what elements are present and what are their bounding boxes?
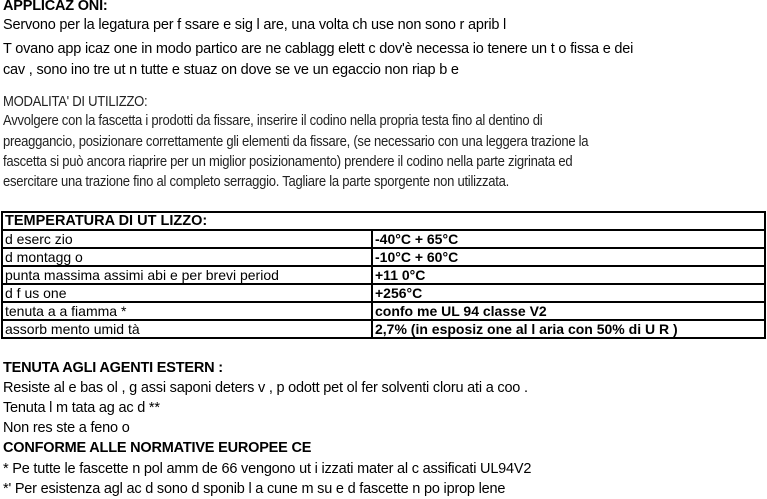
table-row [2, 266, 765, 284]
row-value: 2,7% (in esposiz one al l aria con 50% di U R ) [372, 320, 765, 338]
tenuta-heading: TENUTA AGLI AGENTI ESTERN : [3, 360, 223, 376]
footnote-1: * Pe tutte le fascette n pol amm de 66 vengono ut i izzati mater al c assificati UL94V2 [3, 461, 532, 477]
row-value: +11 0°C [372, 266, 765, 284]
table-header-row [2, 212, 765, 230]
row-value: -10°C + 60°C [372, 248, 765, 266]
table-row [2, 248, 765, 266]
row-label: assorb mento umid tà [2, 320, 372, 338]
modalita-line-1: Avvolgere con la fascetta i prodotti da fissare, inserire il codino nella propria testa fino al dentino di [3, 112, 543, 129]
table-row [2, 284, 765, 302]
row-value: -40°C + 65°C [372, 230, 765, 248]
footnote-2: *' Per esistenza agl ac d sono d sponib l a cune m su e d fascette n po iprop lene [3, 481, 506, 497]
modalita-line-2: preaggancio, posizionare correttamente gli elementi da fissare, (se necessario con una leggera trazione la [3, 133, 589, 150]
row-value: confo me UL 94 classe V2 [372, 302, 765, 320]
modalita-line-4: esercitare una trazione fino al completo serraggio. Tagliare la parte sporgente non utilizzata. [3, 173, 509, 190]
row-label: d f us one [2, 284, 372, 302]
applicazioni-line-1: Servono per la legatura per f ssare e sig l are, una volta ch use non sono r aprib l [3, 17, 507, 33]
modalita-line-3: fascetta si può ancora riaprire per un miglior posizionamento) prendere il codino nella parte zigrinata ed [3, 153, 573, 170]
table-row [2, 302, 765, 320]
modalita-heading: MODALITA' DI UTILIZZO: [3, 93, 148, 110]
row-value: +256°C [372, 284, 765, 302]
conforme-heading: CONFORME ALLE NORMATIVE EUROPEE CE [3, 440, 312, 456]
row-label: d montagg o [2, 248, 372, 266]
table-row [2, 230, 765, 248]
row-label: punta massima assimi abi e per brevi period [2, 266, 372, 284]
applicazioni-heading: APPLICAZ ONI: [3, 0, 108, 14]
applicazioni-line-2: T ovano app icaz one in modo partico are ne cablagg elett c dov'è necessa io tenere un t o fissa e dei [3, 41, 634, 57]
temperature-table [1, 211, 766, 339]
tenuta-line-2: Tenuta l m tata ag ac d ** [3, 400, 160, 416]
row-label: tenuta a a fiamma * [2, 302, 372, 320]
applicazioni-line-3: cav , sono ino tre ut n tutte e stuaz on dove se ve un egaccio non riap b e [3, 62, 459, 78]
row-label: d eserc zio [2, 230, 372, 248]
tenuta-line-3: Non res ste a feno o [3, 420, 130, 436]
table-row [2, 320, 765, 338]
tenuta-line-1: Resiste al e bas ol , g assi saponi deters v , p odott pet ol fer solventi cloru ati a coo . [3, 380, 528, 396]
table-heading: TEMPERATURA DI UT LIZZO: [2, 212, 765, 230]
